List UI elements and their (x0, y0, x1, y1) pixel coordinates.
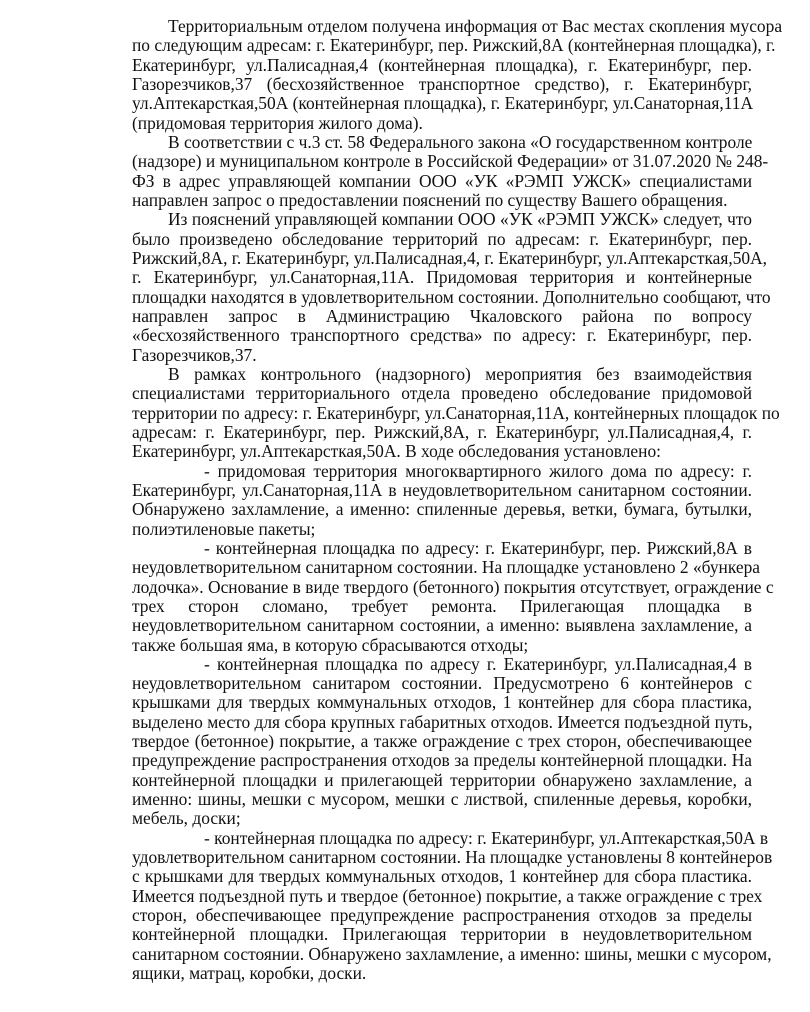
text-line: Территориальным отделом получена информация от Вас местах скопления мусора (168, 16, 783, 36)
text-line: направлен запрос о предоставлении пояснений по существу Вашего обращения. (132, 189, 728, 210)
text-line: площадки находятся в удовлетворительном состоянии. Дополнительно сообщают, что (132, 286, 771, 307)
body-paragraph (132, 16, 783, 133)
text-line: Екатеринбург, ул.Санаторная,11А в неудовлетворительном санитарном состоянии. (132, 479, 752, 500)
text-line: Из пояснений управляющей компании ООО «УК «РЭМП УЖСК» следует, что (168, 209, 752, 230)
text-line: направлен запрос в Администрацию Чкаловского района по вопросу (132, 305, 752, 326)
text-line: твердое (бетонное) покрытие, а также ограждение с трех сторон, обеспечивающее (132, 731, 752, 752)
text-line: также большая яма, в которую сбрасываются отходы; (132, 634, 529, 655)
text-line: выделено место для сбора крупных габаритных отходов. Имеется подъездной путь, (132, 711, 753, 732)
text-line: специалистами территориального отдела проведено обследование придомовой (132, 383, 752, 404)
text-line: полиэтиленовые пакеты; (132, 518, 316, 539)
text-line: ФЗ в адрес управляющей компании ООО «УК «РЭМП УЖСК» специалистами (132, 170, 752, 191)
text-line: Рижский,8А, г. Екатеринбург, ул.Палисадная,4, г. Екатеринбург, ул.Аптекарсткая,50А, (132, 247, 768, 268)
body-paragraph (132, 209, 771, 365)
bullet-paragraph (132, 827, 773, 984)
text-line: предупреждение распространения отходов за пределы контейнерной площадки. На (132, 750, 752, 771)
text-line: Екатеринбург, ул.Аптекарсткая,50А. В ходе обследования установлено: (132, 441, 661, 462)
text-line: В соответствии с ч.3 ст. 58 Федерального закона «О государственном контроле (168, 131, 753, 152)
text-line: В рамках контрольного (надзорного) мероприятия без взаимодействия (168, 363, 752, 384)
bullet-paragraph (132, 655, 752, 829)
text-line: контейнерной площадки. Прилегающая территории в неудовлетворительном (132, 924, 752, 945)
text-line: Екатеринбург, ул.Палисадная,4 (контейнерная площадка), г. Екатеринбург, пер. (132, 54, 752, 75)
text-line: - контейнерная площадка по адресу г. Екатеринбург, ул.Палисадная,4 в (204, 653, 752, 674)
body-paragraph (132, 363, 780, 462)
text-line: сторон, обеспечивающее предупреждение распространения отходов за пределы (132, 905, 752, 926)
text-line: Газорезчиков,37 (бесхозяйственное транспортное средство), г. Екатеринбург, (132, 73, 752, 94)
text-line: с крышками для твердых коммунальных отходов, 1 контейнер для сбора пластика. (132, 866, 752, 887)
text-line: по следующим адресам: г. Екатеринбург, пер. Рижский,8А (контейнерная площадка), г. (132, 35, 776, 56)
bullet-paragraph (132, 537, 774, 655)
text-line: неудовлетворительном санитаром состоянии. Предусмотрено 6 контейнеров с (132, 673, 752, 694)
text-line: (надзоре) и муниципальном контроле в Российской Федерации» от 31.07.2020 № 248- (132, 151, 769, 172)
text-line: было произведено обследование территорий по адресам: г. Екатеринбург, пер. (132, 228, 752, 249)
text-line: адресам: г. Екатеринбург, пер. Рижский,8А, г. Екатеринбург, ул.Палисадная,4, г. (132, 421, 752, 442)
text-line: контейнерной площадки и прилегающей территории обнаружено захламление, а (132, 769, 752, 790)
text-line: санитарном состоянии. Обнаружено захламление, а именно: шины, мешки с мусором, (132, 943, 772, 964)
text-line: Газорезчиков,37. (132, 344, 257, 365)
text-line: г. Екатеринбург, ул.Санаторная,11А. Придомовая территория и контейнерные (132, 267, 752, 288)
text-line: неудовлетворительном санитарном состоянии, а именно: выявлена захламление, а (132, 615, 752, 636)
text-line: - контейнерная площадка по адресу: г. Екатеринбург, пер. Рижский,8А в (204, 537, 752, 558)
text-line: трех сторон сломано, требует ремонта. Прилегающая площадка в (132, 595, 752, 616)
text-line: «бесхозяйственного транспортного средства» по адресу: г. Екатеринбург, пер. (132, 325, 752, 346)
text-line: Обнаружено захламление, а именно: спиленные деревья, ветки, бумага, бутылки, (132, 499, 752, 520)
bullet-paragraph (132, 462, 752, 539)
text-line: (придомовая территория жилого дома). (132, 112, 423, 133)
text-line: территории по адресу: г. Екатеринбург, ул.Санаторная,11А, контейнерных площадок по (132, 402, 780, 423)
text-line: ул.Аптекарсткая,50А (контейнерная площадка), г. Екатеринбург, ул.Санаторная,11А (132, 93, 754, 114)
text-line: мебель, доски; (132, 808, 241, 829)
text-line: ящики, матрац, коробки, доски. (132, 963, 367, 984)
text-line: именно: шины, мешки с мусором, мешки с листвой, спиленные деревья, коробки, (132, 789, 752, 810)
body-paragraph (132, 131, 769, 210)
text-line: - контейнерная площадка по адресу: г. Екатеринбург, ул.Аптекарсткая,50А в (204, 827, 769, 848)
text-line: - придомовая территория многоквартирного жилого дома по адресу: г. (204, 460, 752, 481)
text-line: лодочка». Основание в виде твердого (бетонного) покрытия отсутствует, ограждение с (132, 576, 774, 597)
text-line: Имеется подъездной путь и твердое (бетонное) покрытие, а также ограждение с трех (132, 885, 763, 906)
text-line: неудовлетворительном санитарном состоянии. На площадке установлено 2 «бункера (132, 557, 760, 578)
document-page (132, 16, 783, 984)
text-line: удовлетворительном санитарном состоянии. На площадке установлены 8 контейнеров (132, 847, 773, 868)
text-line: крышками для твердых коммунальных отходов, 1 контейнер для сбора пластика, (132, 692, 752, 713)
